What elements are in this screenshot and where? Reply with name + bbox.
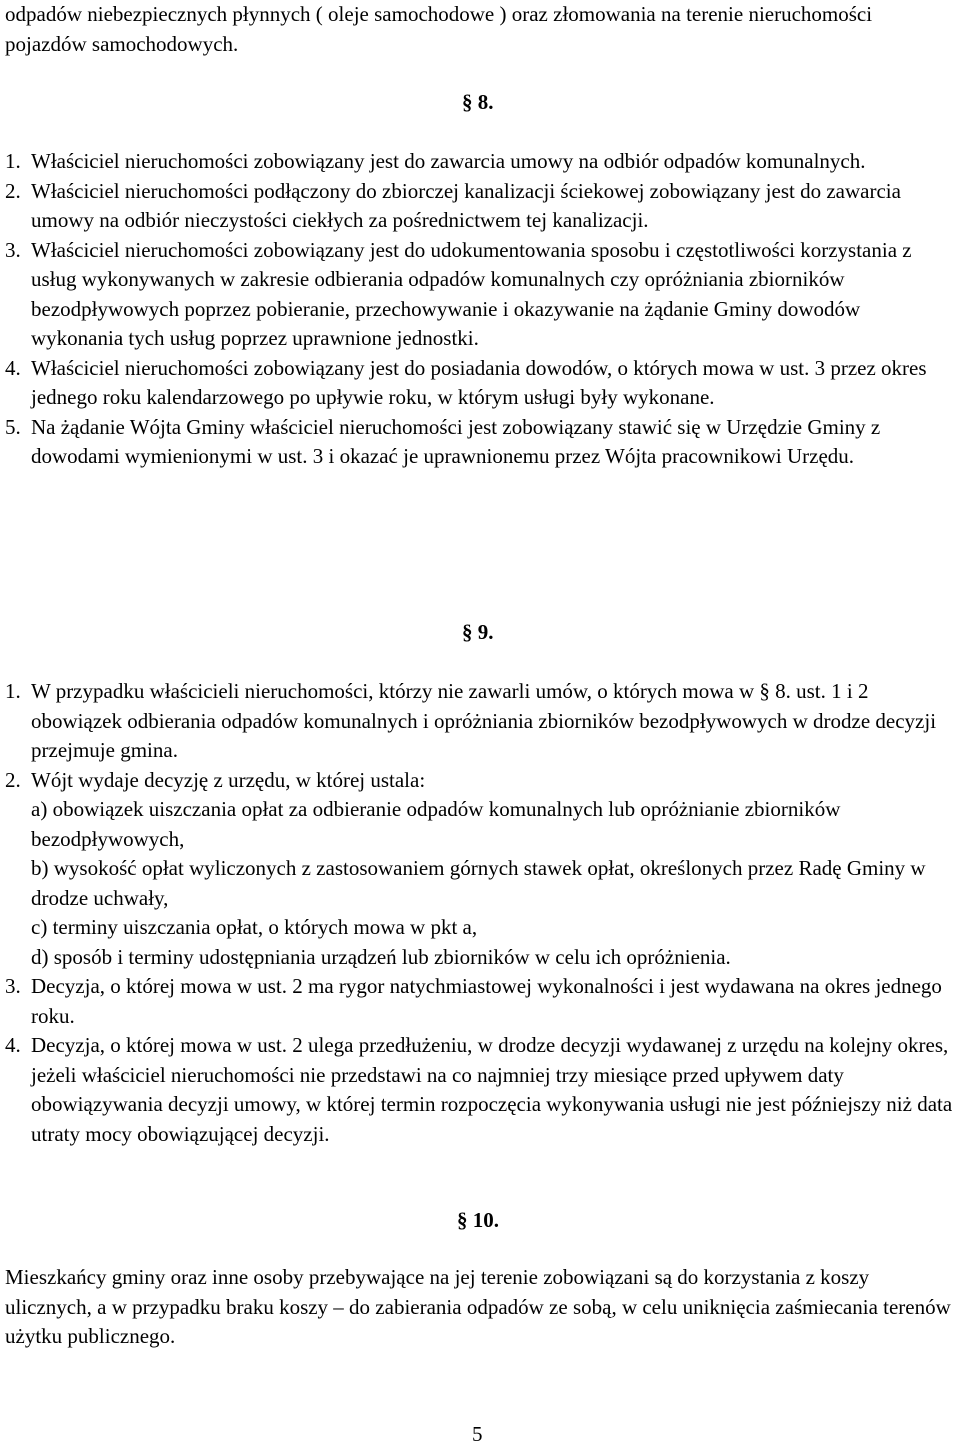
sub-item: d) sposób i terminy udostępniania urządzeń lub zbiorników w celu ich opróżnienia.	[31, 944, 731, 969]
list-item: 4. Właściciel nieruchomości zobowiązany jest do posiadania dowodów, o których mowa w ust. 3 przez okres jednego roku kalendarzowego po upływie roku, w którym usługi były wykonane.	[5, 355, 927, 409]
sub-item: a) obowiązek uiszczania opłat za odbieranie odpadów komunalnych lub opróżnianie zbiorników bezodpływowych,	[31, 797, 841, 851]
list-item: 4. Decyzja, o której mowa w ust. 2 ulega przedłużeniu, w drodze decyzji wydawanej z urzędu na kolejny okres, jeżeli właściciel nieruchomości nie przedstawi na co najmniej trzy miesiące przed upływem daty obowiązywania decyzji umowy, w której termin rozpoczęcia wykonywania usługi nie jest późniejszy niż data utraty mocy obowiązującej decyzji.	[5, 1033, 953, 1146]
list-item: 1. Właściciel nieruchomości zobowiązany jest do zawarcia umowy na odbiór odpadów komunalnych.	[5, 149, 866, 173]
list-item: 1. W przypadku właścicieli nieruchomości, którzy nie zawarli umów, o których mowa w § 8. ust. 1 i 2 obowiązek odbierania odpadów komunalnych i opróżniania zbiorników bezodpływowych w drodze decyzji przejmuje gmina.	[5, 679, 937, 762]
list-item: 2. Wójt wydaje decyzję z urzędu, w której ustala: a) obowiązek uiszczania opłat za odbieranie odpadów komunalnych lub opróżnianie zbiorników bezodpływowych, b) wysokość opłat wyliczonych z zastosowaniem górnych stawek opłat, określonych przez Radę Gminy w drodze uchwały, c) terminy uiszczania opłat, o których mowa w pkt a, d) sposób i terminy udostępniania urządzeń lub zbiorników w celu ich opróżnienia.	[5, 766, 957, 973]
list-item: 3. Decyzja, o której mowa w ust. 2 ma rygor natychmiastowej wykonalności i jest wydawana na okres jednego roku.	[5, 974, 942, 1028]
section-8-heading: § 8.	[462, 90, 494, 114]
page-number: 5	[472, 1422, 483, 1446]
section-8-list	[5, 147, 957, 472]
section-9-list	[5, 677, 957, 1149]
list-item: 3. Właściciel nieruchomości zobowiązany jest do udokumentowania sposobu i częstotliwości korzystania z usług wykonywanych w zakresie odbierania odpadów komunalnych czy opróżniania zbiorników bezodpływowych poprzez pobieranie, przechowywanie i okazywanie na żądanie Gminy dowodów wykonania tych usług poprzez uprawnione jednostki.	[5, 237, 912, 350]
sub-item: c) terminy uiszczania opłat, o których mowa w pkt a,	[31, 915, 478, 939]
continuation-text: odpadów niebezpiecznych płynnych ( oleje samochodowe ) oraz złomowania na terenie nieruchomości pojazdów samochodowych.	[5, 2, 873, 56]
section-9-heading: § 9.	[462, 620, 494, 644]
section-10-paragraph: Mieszkańcy gminy oraz inne osoby przebywające na jej terenie zobowiązani są do korzystania z koszy ulicznych, a w przypadku braku koszy – do zabierania odpadów ze sobą, w celu uniknięcia zaśmiecania terenów użytku publicznego.	[5, 1265, 951, 1348]
sub-item: b) wysokość opłat wyliczonych z zastosowaniem górnych stawek opłat, określonych przez Radę Gminy w drodze uchwały,	[31, 856, 926, 910]
section-10-heading: § 10.	[457, 1208, 499, 1232]
list-item: 2. Właściciel nieruchomości podłączony do zbiorczej kanalizacji ściekowej zobowiązany jest do zawarcia umowy na odbiór nieczystości ciekłych za pośrednictwem tej kanalizacji.	[5, 178, 901, 232]
list-item: 5. Na żądanie Wójta Gminy właściciel nieruchomości jest zobowiązany stawić się w Urzędzie Gminy z dowodami wymienionymi w ust. 3 i okazać je uprawnionemu przez Wójta pracownikowi Urzędu.	[5, 414, 881, 468]
